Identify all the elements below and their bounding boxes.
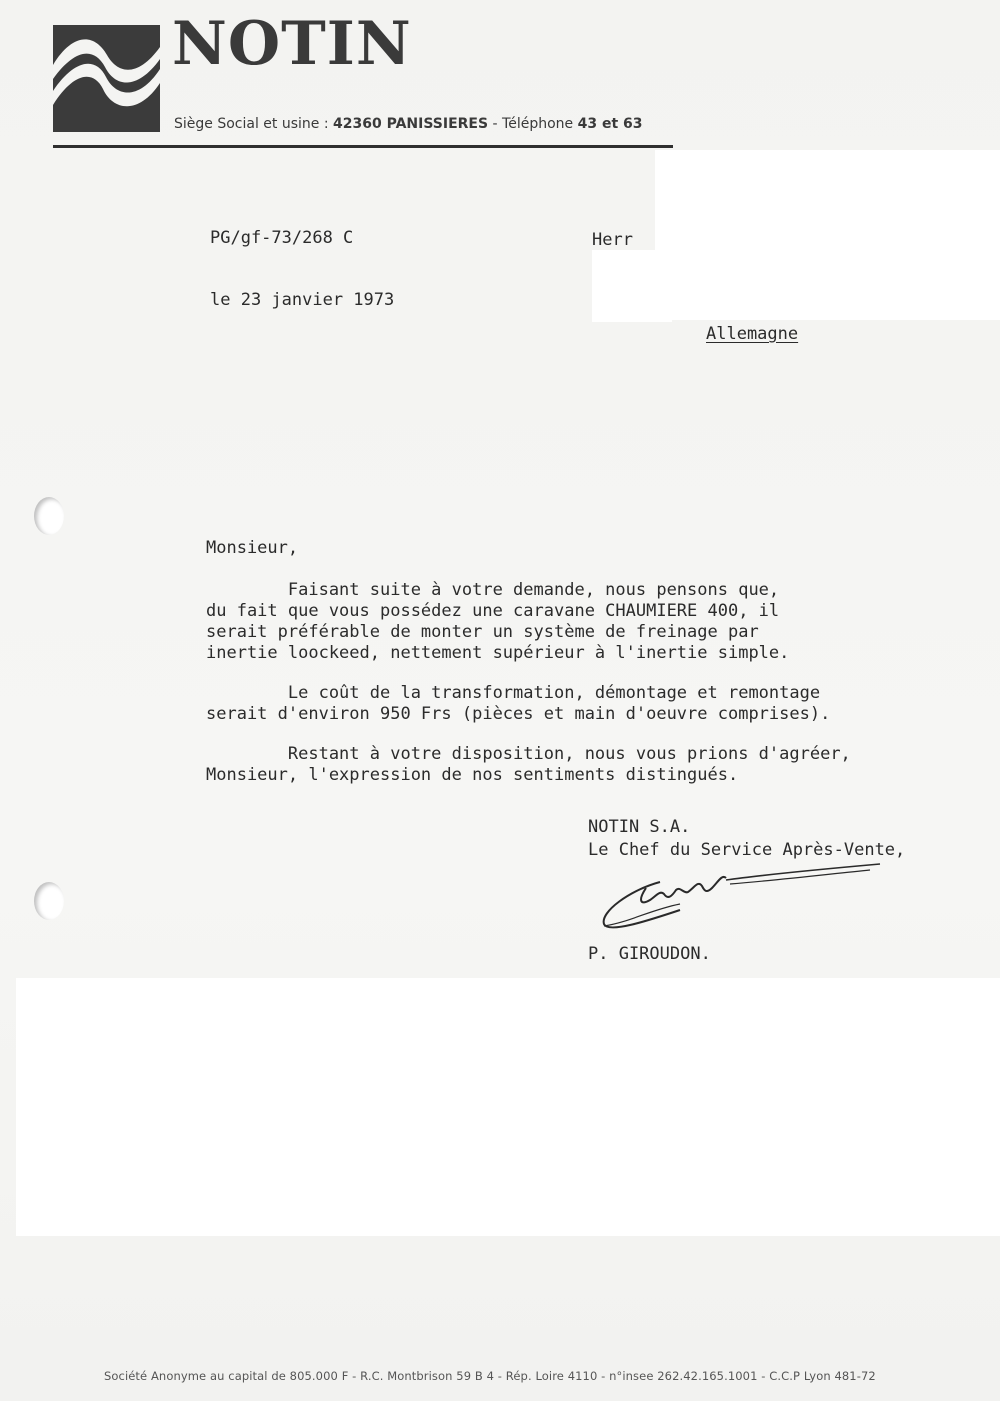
recipient-title: Herr (592, 230, 633, 250)
address-phone-label: - Téléphone (488, 116, 578, 132)
paragraph-line: inertie loockeed, nettement supérieur à l'inertie simple. (206, 643, 790, 663)
paragraph-line: Le coût de la transformation, démontage et remontage (206, 683, 821, 703)
paragraph-line: du fait que vous possédez une caravane CHAUMIERE 400, il (206, 601, 780, 621)
sender-name: P. GIROUDON. (588, 944, 711, 964)
address-town: 42360 PANISSIERES (333, 116, 489, 132)
company-address-line (174, 116, 643, 132)
paragraph-line: serait d'environ 950 Frs (pièces et main d'oeuvre comprises). (206, 704, 831, 724)
paragraph-line: Faisant suite à votre demande, nous pensons que, (206, 580, 780, 600)
company-name: NOTIN (172, 9, 412, 79)
footer-legal-line: Société Anonyme au capital de 805.000 F - R.C. Montbrison 59 B 4 - Rép. Loire 4110 - n°insee 262.42.165.1001 - C.C.P Lyon 481-72 (104, 1369, 876, 1383)
salutation: Monsieur, (206, 538, 299, 558)
address-prefix: Siège Social et usine : (174, 116, 334, 132)
paragraph-line: Monsieur, l'expression de nos sentiments distingués. (206, 765, 739, 785)
redaction-lower-block (16, 978, 1000, 1236)
notin-logo-icon (53, 25, 160, 132)
paragraph-line: serait préférable de monter un système de freinage par (206, 622, 759, 642)
redaction-recipient-left (592, 250, 672, 322)
sender-company: NOTIN S.A. (588, 817, 691, 837)
address-phone: 43 et 63 (577, 116, 643, 132)
header-divider (53, 145, 673, 148)
handwritten-signature (590, 860, 890, 940)
punch-hole-bottom (34, 882, 64, 920)
letter-reference: PG/gf-73/268 C (210, 228, 354, 248)
redaction-recipient-top (655, 150, 1000, 320)
recipient-country: Allemagne (706, 324, 799, 344)
punch-hole-top (34, 497, 64, 535)
letter-date: le 23 janvier 1973 (210, 290, 395, 310)
paragraph-line: Restant à votre disposition, nous vous prions d'agréer, (206, 744, 851, 764)
sender-role: Le Chef du Service Après-Vente, (588, 840, 906, 860)
